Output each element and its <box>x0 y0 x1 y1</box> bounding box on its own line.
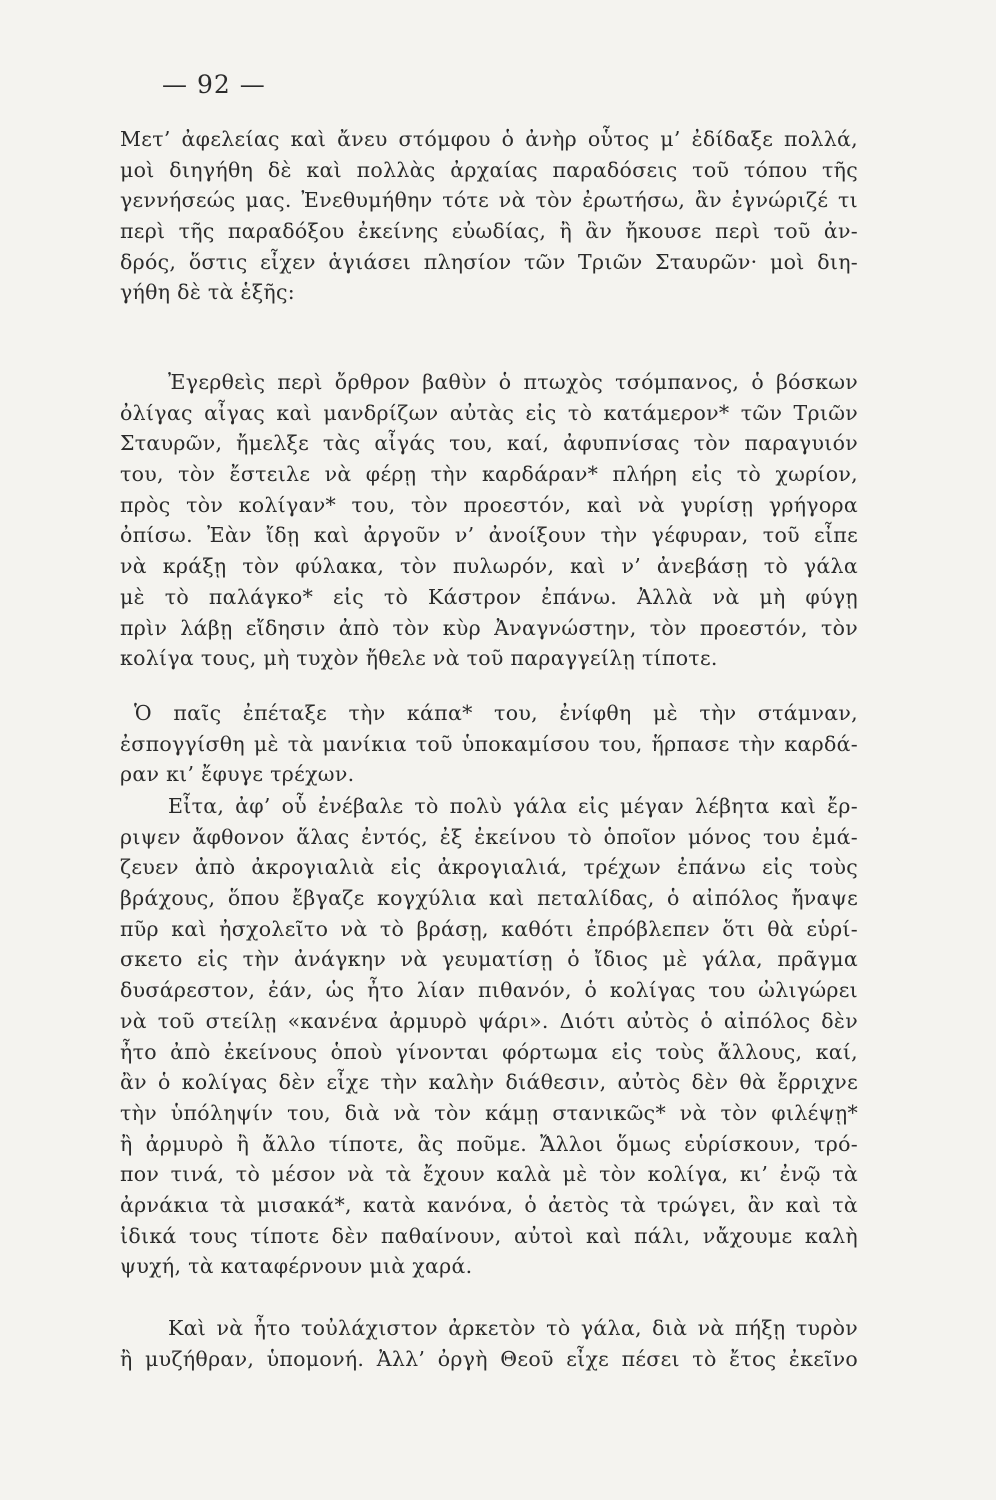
text-line: τὴν ὑπόληψίν του, διὰ νὰ τὸν κάμῃ στανικῶς* νὰ τὸν φιλέψῃ* <box>120 1100 858 1125</box>
paragraph-egertheis <box>120 367 858 674</box>
text-line: περὶ τῆς παραδόξου ἐκείνης εὐωδίας, ἢ ἂν ἤκουσε περὶ τοῦ ἀν- <box>120 219 858 244</box>
text-line: ὀπίσω. Ἐὰν ἴδῃ καὶ ἀργοῦν ν’ ἀνοίξουν τὴν γέφυραν, τοῦ εἶπε <box>120 523 858 548</box>
text-line: μοὶ διηγήθη δὲ καὶ πολλὰς ἀρχαίας παραδόσεις τοῦ τόπου τῆς <box>120 157 858 182</box>
text-line: ἀρνάκια τὰ μισακά*, κατὰ κανόνα, ὁ ἀετὸς τὰ τρώγει, ἂν καὶ τὰ <box>120 1192 858 1217</box>
text-line: ἢ ἀρμυρὸ ἢ ἄλλο τίποτε, ἂς ποῦμε. Ἄλλοι ὅμως εὑρίσκουν, τρό- <box>120 1131 858 1156</box>
page-number: — 92 — <box>162 70 266 99</box>
text-line: Μετ’ ἀφελείας καὶ ἄνευ στόμφου ὁ ἀνὴρ οὗτος μ’ ἐδίδαξε πολλά, <box>120 127 858 151</box>
text-line: ραν κι’ ἔφυγε τρέχων. <box>120 762 355 787</box>
text-line: του, τὸν ἔστειλε νὰ φέρῃ τὴν καρδάραν* πλήρη εἰς τὸ χωρίον, <box>120 462 858 487</box>
text-line: βράχους, ὅπου ἔβγαζε κογχύλια καὶ πεταλίδας, ὁ αἰπόλος ἤναψε <box>120 886 858 911</box>
text-line: ὀλίγας αἶγας καὶ μανδρίζων αὐτὰς εἰς τὸ κατάμερον* τῶν Τριῶν <box>120 400 858 425</box>
text-line: δυσάρεστον, ἐάν, ὡς ἦτο λίαν πιθανόν, ὁ κολίγας του ὠλιγώρει <box>120 978 858 1003</box>
paragraph-intro <box>120 124 858 308</box>
text-line: νὰ τοῦ στείλῃ «κανένα ἀρμυρὸ ψάρι». Διότι αὐτὸς ὁ αἰπόλος δὲν <box>120 1008 858 1033</box>
paragraph-o-pais <box>120 698 858 790</box>
text-line: πον τινά, τὸ μέσον νὰ τὰ ἔχουν καλὰ μὲ τὸν κολίγα, κι’ ἐνῷ τὰ <box>120 1162 858 1187</box>
text-line: μὲ τὸ παλάγκο* εἰς τὸ Κάστρον ἐπάνω. Ἀλλὰ νὰ μὴ φύγῃ <box>120 584 858 609</box>
text-line: κολίγα τους, μὴ τυχὸν ἤθελε νὰ τοῦ παραγγείλῃ τίποτε. <box>120 646 718 671</box>
text-line: ζευεν ἀπὸ ἀκρογιαλιὰ εἰς ἀκρογιαλιά, τρέχων ἐπάνω εἰς τοὺς <box>120 855 858 880</box>
text-line: γήθη δὲ τὰ ἑξῆς: <box>120 280 295 305</box>
text-line: ἂν ὁ κολίγας δὲν εἶχε τὴν καλὴν διάθεσιν, αὐτὸς δὲν θὰ ἔρριχνε <box>120 1070 858 1095</box>
text-line: Ἐγερθεὶς περὶ ὄρθρον βαθὺν ὁ πτωχὸς τσόμπανος, ὁ βόσκων <box>168 370 858 394</box>
paragraph-eita <box>120 791 858 1282</box>
text-line: ψυχή, τὰ καταφέρνουν μιὰ χαρά. <box>120 1254 473 1279</box>
text-line: Εἶτα, ἀφ’ οὗ ἐνέβαλε τὸ πολὺ γάλα εἰς μέγαν λέβητα καὶ ἔρ- <box>168 794 858 818</box>
text-line: ἦτο ἀπὸ ἐκείνους ὁποὺ γίνονται φόρτωμα εἰς τοὺς ἄλλους, καί, <box>120 1039 858 1064</box>
text-line: Σταυρῶν, ἤμελξε τὰς αἶγάς του, καί, ἀφυπνίσας τὸν παραγυιόν <box>120 431 858 456</box>
text-line: πῦρ καὶ ἠσχολεῖτο νὰ τὸ βράσῃ, καθότι ἐπρόβλεπεν ὅτι θὰ εὑρί- <box>120 916 858 941</box>
text-line: πρὸς τὸν κολίγαν* του, τὸν προεστόν, καὶ νὰ γυρίσῃ γρήγορα <box>120 492 858 517</box>
text-line: Ὁ παῖς ἐπέταξε τὴν κάπα* του, ἐνίφθη μὲ τὴν στάμναν, <box>134 701 858 725</box>
text-line: πρὶν λάβῃ εἴδησιν ἀπὸ τὸν κὺρ Ἀναγνώστην, τὸν προεστόν, τὸν <box>120 615 858 640</box>
text-line: γεννήσεώς μας. Ἐνεθυμήθην τότε νὰ τὸν ἐρωτήσω, ἂν ἐγνώριζέ τι <box>120 188 858 213</box>
text-line: δρός, ὅστις εἶχεν ἁγιάσει πλησίον τῶν Τριῶν Σταυρῶν· μοὶ διη- <box>120 249 858 274</box>
text-line: ἰδικά τους τίποτε δὲν παθαίνουν, αὐτοὶ καὶ πάλι, νἄχουμε καλὴ <box>120 1223 858 1248</box>
text-line: Καὶ νὰ ἦτο τοὐλάχιστον ἀρκετὸν τὸ γάλα, διὰ νὰ πήξῃ τυρὸν <box>168 1316 858 1340</box>
text-line: ριψεν ἄφθονον ἅλας ἐντός, ἐξ ἐκείνου τὸ ὁποῖον μόνος του ἐμά- <box>120 824 858 849</box>
text-line: ἢ μυζήθραν, ὑπομονή. Ἀλλ’ ὀργὴ Θεοῦ εἶχε πέσει τὸ ἔτος ἐκεῖνο <box>120 1346 858 1371</box>
text-line: σκετο εἰς τὴν ἀνάγκην νὰ γευματίσῃ ὁ ἴδιος μὲ γάλα, πρᾶγμα <box>120 947 858 972</box>
text-line: ἐσπογγίσθη μὲ τὰ μανίκια τοῦ ὑποκαμίσου του, ἥρπασε τὴν καρδά- <box>120 731 858 756</box>
paragraph-kai-na <box>120 1313 858 1374</box>
text-line: νὰ κράξῃ τὸν φύλακα, τὸν πυλωρόν, καὶ ν’ ἀνεβάσῃ τὸ γάλα <box>120 554 858 579</box>
